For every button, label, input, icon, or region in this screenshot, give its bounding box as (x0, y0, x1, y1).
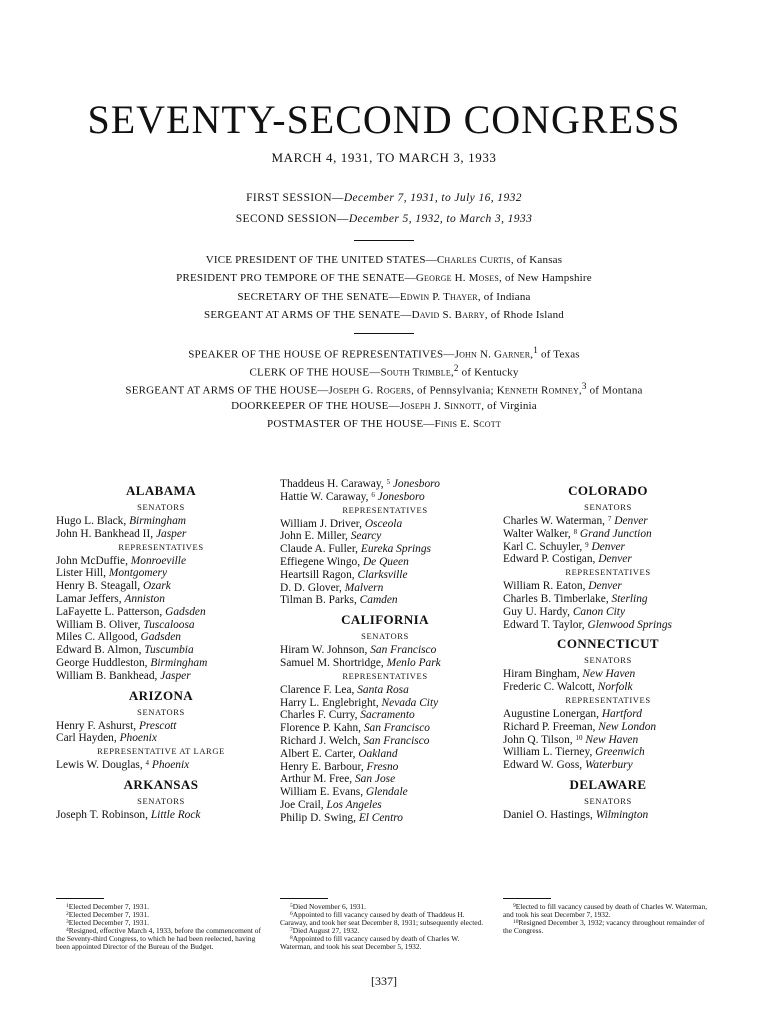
member-city: Denver (588, 580, 622, 593)
member-name: Guy U. Hardy, (503, 605, 573, 618)
member-entry (56, 619, 266, 632)
senate-officer (0, 291, 768, 303)
member-name: Richard J. Welch, (280, 734, 364, 747)
officer-place: , of New Hampshire (499, 272, 592, 284)
member-entry (280, 786, 490, 799)
senate-officer (0, 272, 768, 284)
member-city: Searcy (350, 530, 382, 543)
member-name: Harry L. Englebright, (280, 696, 382, 709)
member-city: Denver (598, 553, 632, 566)
member-entry (280, 478, 490, 491)
congress-dates: MARCH 4, 1931, TO MARCH 3, 1933 (271, 150, 497, 165)
officer-place: , of Virginia (481, 400, 537, 412)
member-name: Miles C. Allgood, (56, 631, 141, 644)
member-entry (56, 657, 266, 670)
second-session-dates: December 5, 1932, to March 3, 1933 (348, 213, 533, 225)
member-name: Carl Hayden, (56, 732, 120, 745)
member-city: Malvern (344, 581, 384, 594)
footnote-text: Resigned, effective March 4, 1933, before the commencement of the Seventy-third Congress, to which he had been reelected, having been appointed Director of the Bureau of the Budget. (56, 926, 261, 952)
subheading: REPRESENTATIVES (342, 504, 428, 515)
roster-column-3 (503, 478, 713, 822)
member-name: Frederic C. Walcott, (503, 681, 598, 694)
subheading: REPRESENTATIVE AT LARGE (97, 746, 225, 757)
footnotes-column-3 (503, 903, 713, 935)
member-name: Walter Walker, (503, 527, 574, 540)
member-name: Henry E. Barbour, (280, 760, 367, 773)
member-city: Anniston (124, 592, 165, 605)
member-city: Osceola (364, 517, 403, 530)
member-entry (280, 543, 490, 556)
member-name: Clarence F. Lea, (280, 683, 358, 696)
member-city: Monroeville (130, 554, 187, 567)
member-name: Henry F. Ashurst, (56, 719, 139, 732)
member-entry (56, 567, 266, 580)
second-session (0, 213, 768, 225)
footnote-ref: 6 (371, 490, 375, 499)
member-entry (280, 735, 490, 748)
footnote-text: Died August 27, 1932. (292, 926, 360, 936)
footnote-ref: 7 (607, 515, 612, 523)
member-name: Hiram W. Johnson, (280, 644, 371, 657)
officer-title: POSTMASTER OF THE HOUSE— (267, 418, 435, 430)
footnote-number: 7 (290, 927, 293, 934)
member-city: Sterling (611, 592, 648, 605)
member-city: Glenwood Springs (587, 618, 672, 631)
member-entry (56, 732, 266, 745)
member-entry (280, 812, 490, 825)
member-entry (503, 553, 713, 566)
footnotes-column-2 (280, 903, 488, 952)
member-entry (280, 748, 490, 761)
member-city: Nevada City (381, 696, 439, 709)
member-entry (56, 644, 266, 657)
subheading: SENATORS (137, 795, 185, 806)
footnote-rule (280, 898, 328, 899)
roster-column-1 (56, 478, 266, 822)
second-session-label: SECOND SESSION— (235, 213, 349, 225)
officer-place: , of Indiana (477, 291, 531, 303)
footnote-text: Elected to fill vacancy caused by death of Charles W. Waterman, and took his seat December 7, 1932. (503, 902, 708, 920)
member-city: San Francisco (363, 722, 430, 735)
member-name: Effiegene Wingo, (280, 555, 363, 568)
member-name: Karl C. Schuyler, (503, 540, 586, 553)
officer-name: David S. Barry (411, 309, 485, 321)
member-name: Lister Hill, (56, 567, 109, 580)
member-entry (503, 759, 713, 772)
member-city: Los Angeles (326, 798, 382, 811)
subheading: SENATORS (584, 502, 632, 512)
state-heading: ARIZONA (128, 687, 194, 703)
member-entry (56, 631, 266, 644)
state-heading: COLORADO (568, 483, 648, 498)
member-name: Claude A. Fuller, (280, 543, 361, 556)
subheading: REPRESENTATIVES (118, 541, 204, 552)
divider-rule (354, 333, 414, 334)
member-city: Tuscumbia (144, 644, 194, 657)
member-entry (503, 734, 713, 747)
footnote-number: 9 (513, 903, 516, 909)
member-city: Jonesboro (377, 490, 425, 503)
member-name: Joe Crail, (280, 798, 327, 811)
footnote-number: 3 (66, 919, 69, 926)
page-title: SEVENTY-SECOND CONGRESS (87, 97, 681, 142)
member-name: Lamar Jeffers, (56, 592, 125, 605)
member-city: Birmingham (129, 515, 187, 527)
member-name: Edward B. Almon, (56, 644, 145, 657)
member-city: El Centro (358, 811, 404, 824)
member-city: Phoenix (119, 732, 157, 745)
member-city: San Francisco (370, 644, 437, 657)
officer-name: Joseph J. Sinnott (399, 400, 482, 412)
roster-column-2 (280, 478, 490, 825)
member-city: Little Rock (150, 808, 201, 821)
subheading: REPRESENTATIVES (565, 694, 651, 705)
member-name: George Huddleston, (56, 656, 151, 669)
member-name: Florence P. Kahn, (280, 722, 364, 735)
member-city: Grand Junction (579, 527, 652, 540)
footnote-text: Elected December 7, 1931. (68, 902, 149, 911)
member-city: Sacramento (360, 709, 415, 722)
member-name: Hiram Bingham, (503, 668, 583, 681)
member-name: Tilman B. Parks, (280, 594, 360, 607)
officer-title: SERGEANT AT ARMS OF THE HOUSE— (125, 384, 329, 397)
subheading: REPRESENTATIVES (342, 670, 428, 681)
member-entry (56, 593, 266, 606)
officer-title: VICE PRESIDENT OF THE UNITED STATES— (205, 254, 437, 266)
officer-name: Kenneth Romney (496, 384, 579, 397)
member-entry (503, 668, 713, 681)
house-officer-postmaster (0, 418, 768, 430)
member-city: Camden (359, 594, 398, 607)
member-city: Birmingham (150, 656, 208, 669)
divider-rule (354, 240, 414, 241)
state-heading: ALABAMA (126, 483, 196, 498)
footnote-number: 10 (513, 919, 519, 926)
member-entry (280, 594, 490, 607)
member-entry (280, 684, 490, 697)
member-name: Albert E. Carter, (280, 747, 359, 760)
member-name: Samuel M. Shortridge, (280, 656, 387, 669)
member-entry (56, 515, 266, 528)
first-session-label: FIRST SESSION— (246, 192, 344, 204)
house-officer-sergeant: SERGEANT AT ARMS OF THE HOUSE—Joseph G. Rogers, of Pennsylvania; Kenneth Romney,$^3$ of Montana (125, 381, 643, 397)
officer-title: SERGEANT AT ARMS OF THE SENATE— (204, 309, 412, 321)
member-name: Arthur M. Free, (280, 773, 355, 786)
member-name: Hattie W. Caraway, (280, 490, 372, 503)
member-entry (56, 670, 266, 683)
member-entry (503, 606, 713, 619)
footnote-rule (503, 898, 551, 899)
member-name: Lewis W. Douglas, (56, 759, 146, 772)
member-city: Eureka Springs (360, 543, 431, 556)
member-city: Santa Rosa (357, 683, 409, 696)
footnote-number: 1 (66, 903, 69, 909)
member-name: Heartsill Ragon, (280, 568, 358, 581)
subheading: SENATORS (361, 631, 409, 642)
officer-title: CLERK OF THE HOUSE— (249, 366, 381, 379)
member-city: Denver (614, 515, 648, 527)
footnote-number: 2 (66, 911, 69, 918)
officer-place: of Texas (538, 348, 580, 361)
footnote (56, 927, 264, 951)
member-entry (280, 518, 490, 531)
member-city: Denver (591, 540, 625, 553)
member-city: New Haven (585, 733, 639, 746)
footnote (280, 935, 488, 951)
footnote-number: 4 (66, 927, 69, 934)
member-city: Jasper (155, 527, 187, 540)
member-name: Edward P. Costigan, (503, 553, 599, 566)
member-name: William E. Evans, (280, 786, 366, 799)
footnote (503, 919, 713, 935)
member-entry (56, 759, 266, 772)
member-city: San Jose (354, 773, 396, 786)
member-name: Hugo L. Black, (56, 515, 130, 527)
member-city: Phoenix (151, 759, 190, 772)
member-entry (280, 530, 490, 543)
member-city: Hartford (601, 707, 642, 720)
member-city: San Francisco (363, 734, 430, 747)
member-city: Waterbury (584, 759, 633, 772)
member-city: Greenwich (595, 746, 645, 759)
subheading: SENATORS (584, 795, 632, 806)
officer-title: SECRETARY OF THE SENATE— (237, 291, 400, 303)
member-name: Edward W. Goss, (503, 759, 585, 772)
footnote-text: Elected December 7, 1931. (68, 910, 149, 920)
member-entry (280, 773, 490, 786)
member-entry (280, 799, 490, 812)
footnote-number: 8 (290, 935, 293, 942)
member-entry (280, 582, 490, 595)
member-city: New London (598, 720, 657, 733)
member-entry (503, 681, 713, 694)
footnote-ref: 9 (585, 540, 589, 549)
member-name: D. D. Glover, (280, 581, 345, 594)
footnote (503, 903, 713, 919)
footnote-text: Resigned December 3, 1932; vacancy throughout remainder of the Congress. (503, 918, 705, 936)
footnote-text: Appointed to fill vacancy caused by death of Thaddeus H. Caraway, and took her seat December 8, 1931; subsequently elected. (280, 910, 484, 928)
member-name: John E. Miller, (280, 530, 351, 543)
member-name: John H. Bankhead II, (56, 527, 156, 540)
member-city: Glendale (365, 786, 408, 799)
member-entry (280, 491, 490, 504)
member-entry (56, 580, 266, 593)
footnote-text: Died November 6, 1931. (292, 902, 367, 911)
subheading: SENATORS (137, 706, 185, 717)
first-session (0, 192, 768, 204)
member-name: Charles W. Waterman, (503, 515, 608, 527)
member-name: Charles B. Timberlake, (503, 592, 612, 605)
member-name: Henry B. Steagall, (56, 580, 143, 593)
member-entry (56, 809, 266, 822)
member-entry (280, 697, 490, 710)
member-city: Tuscaloosa (143, 618, 195, 631)
member-entry (56, 555, 266, 568)
member-city: Gadsden (140, 631, 181, 644)
officer-place: of Montana (586, 384, 643, 397)
footnote-ref: 10 (575, 733, 583, 742)
member-entry (280, 569, 490, 582)
member-city: Norfolk (597, 681, 633, 694)
member-city: Gadsden (165, 605, 206, 618)
footnote-ref: 4 (145, 759, 150, 768)
footnote-number: 5 (290, 903, 293, 909)
officer-name: Edwin P. Thayer (399, 291, 478, 303)
member-entry (503, 541, 713, 554)
member-name: William J. Driver, (280, 517, 365, 530)
member-name: Charles F. Curry, (280, 709, 361, 722)
member-entry (503, 708, 713, 721)
footnote-ref: 1 (533, 345, 538, 355)
officer-name: Charles Curtis (436, 254, 511, 266)
member-city: Prescott (138, 719, 177, 732)
footnotes-column-1 (56, 903, 264, 952)
member-entry (503, 580, 713, 593)
member-name: William B. Bankhead, (56, 669, 161, 682)
member-entry (280, 644, 490, 657)
state-heading: DELAWARE (569, 776, 647, 792)
member-name: William B. Oliver, (56, 618, 144, 631)
officer-name: Joseph G. Rogers (328, 384, 412, 397)
house-officer-speaker: SPEAKER OF THE HOUSE OF REPRESENTATIVES—John N. Garner,$^1$ of Texas (188, 345, 580, 361)
first-session-dates: December 7, 1931, to July 16, 1932 (343, 192, 522, 204)
member-name: John Q. Tilson, (503, 733, 576, 746)
house-officer-clerk: CLERK OF THE HOUSE—South Trimble,$^2$ of Kentucky (249, 363, 519, 379)
member-entry (56, 528, 266, 541)
member-city: Menlo Park (386, 656, 441, 669)
footnote (280, 911, 488, 927)
state-heading: ARKANSAS (123, 776, 199, 792)
member-entry (503, 593, 713, 606)
member-entry (280, 761, 490, 774)
senate-officer (0, 254, 768, 266)
member-entry (503, 619, 713, 632)
member-city: Jonesboro (392, 478, 440, 490)
member-entry (56, 720, 266, 733)
member-name: William R. Eaton, (503, 580, 589, 593)
member-name: LaFayette L. Patterson, (56, 605, 166, 618)
officer-place: , of Rhode Island (484, 309, 564, 321)
senate-officer (0, 309, 768, 321)
officer-name: George H. Moses (415, 272, 500, 284)
member-city: Montgomery (108, 567, 168, 580)
member-city: Oakland (358, 747, 398, 760)
officer-title: DOORKEEPER OF THE HOUSE— (231, 400, 400, 412)
member-name: Augustine Lonergan, (503, 707, 602, 720)
member-name: Edward T. Taylor, (503, 618, 588, 631)
member-entry (503, 809, 713, 822)
footnote-rule (56, 898, 104, 899)
member-entry (280, 722, 490, 735)
member-city: Fresno (366, 760, 399, 773)
member-entry (503, 746, 713, 759)
officer-name: John N. Garner (454, 348, 531, 361)
member-entry (56, 606, 266, 619)
member-entry (503, 528, 713, 541)
member-name: John McDuffie, (56, 554, 131, 567)
member-entry (280, 657, 490, 670)
officer-title: PRESIDENT PRO TEMPORE OF THE SENATE— (176, 272, 416, 284)
footnote-text: Appointed to fill vacancy caused by death of Charles W. Waterman, and took his seat December 5, 1932. (280, 934, 460, 952)
state-heading: CONNECTICUT (557, 636, 659, 652)
footnote-number: 6 (290, 911, 293, 918)
subheading: REPRESENTATIVES (565, 567, 651, 578)
officer-place: , of Pennsylvania; (411, 384, 497, 397)
member-city: De Queen (362, 555, 409, 568)
footnote-ref: 3 (581, 381, 587, 391)
officer-name: Finis E. Scott (434, 418, 501, 430)
member-name: William L. Tierney, (503, 746, 596, 759)
officer-place: , of Kansas (510, 254, 563, 266)
footnote-ref: 2 (453, 363, 459, 373)
state-heading: CALIFORNIA (341, 612, 429, 628)
footnote-ref: 5 (386, 478, 390, 486)
subheading: SENATORS (584, 655, 632, 666)
footnote-text: Elected December 7, 1931. (68, 918, 149, 928)
member-city: Ozark (143, 580, 171, 593)
member-city: Canon City (572, 605, 626, 618)
member-name: Richard P. Freeman, (503, 720, 599, 733)
member-name: Daniel O. Hastings, (503, 808, 596, 821)
member-city: Wilmington (595, 808, 649, 821)
officer-place: of Kentucky (458, 366, 519, 379)
member-city: Clarksville (357, 568, 408, 581)
member-entry (280, 709, 490, 722)
member-entry (503, 721, 713, 734)
member-name: Thaddeus H. Caraway, (280, 478, 387, 490)
officer-title: SPEAKER OF THE HOUSE OF REPRESENTATIVES— (188, 348, 455, 361)
member-city: New Haven (582, 668, 636, 681)
footnote-ref: 8 (573, 527, 578, 536)
member-name: Joseph T. Robinson, (56, 808, 151, 821)
page-number: [337] (371, 974, 397, 988)
member-city: Jasper (160, 669, 191, 682)
house-officer-doorkeeper (0, 400, 768, 412)
officer-name: South Trimble (380, 366, 451, 379)
subheading: SENATORS (137, 502, 185, 512)
member-entry (503, 515, 713, 528)
member-entry (280, 556, 490, 569)
member-name: Philip D. Swing, (280, 811, 359, 824)
